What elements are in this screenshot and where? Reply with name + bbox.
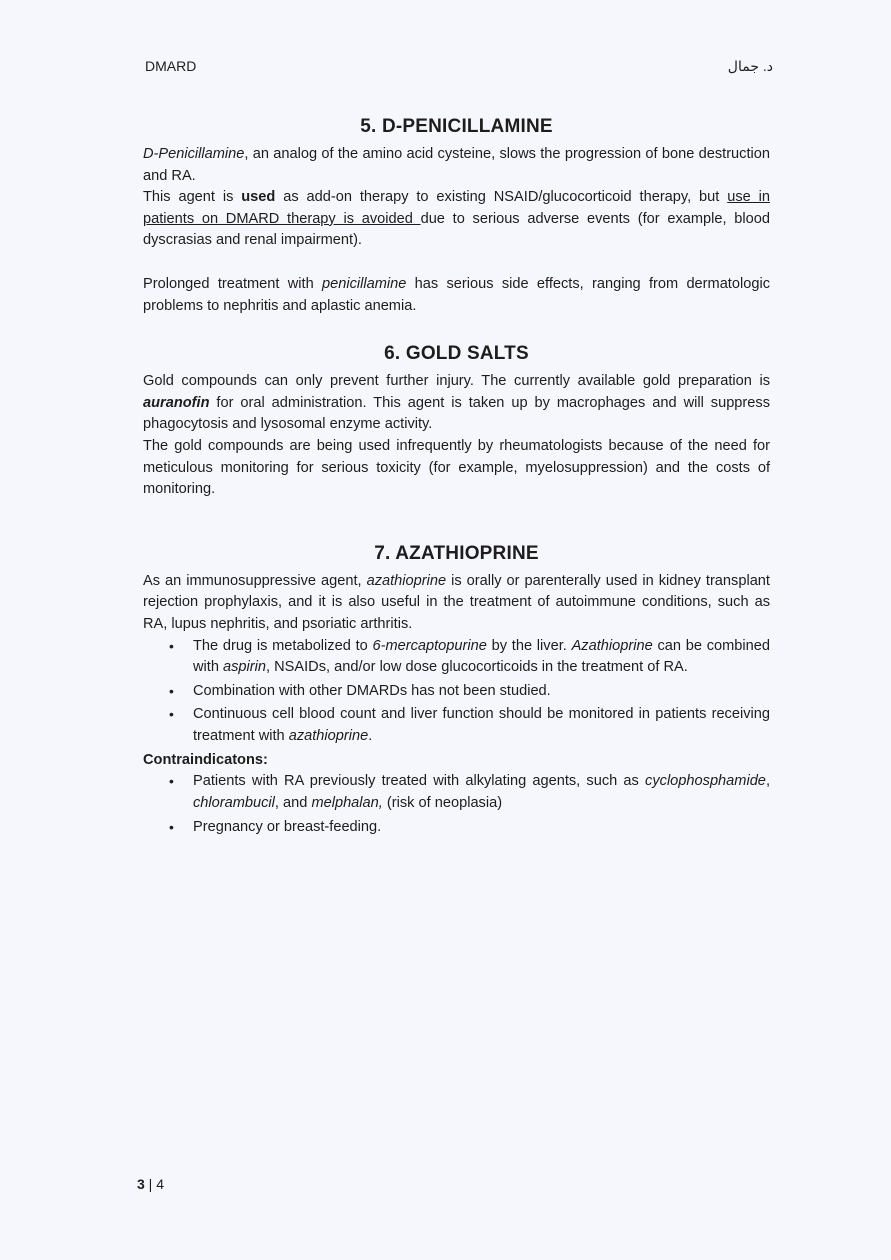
underlined-text: use in patients on DMARD therapy is avoided: [143, 189, 770, 227]
paragraph: The gold compounds are being used infrequently by rheumatologists because of the need for meticulous monitoring for serious toxicity (for example, myelosuppression) and the costs of monitoring.: [143, 437, 770, 498]
contraindications-heading: Contraindicatons:: [143, 752, 268, 769]
drug-name: azathioprine: [366, 572, 447, 589]
drug-name: 6-mercaptopurine: [372, 637, 487, 654]
list-item: • Combination with other DMARDs has not been studied.: [193, 681, 770, 703]
drug-name: aspirin: [223, 659, 267, 676]
bullet-list: [143, 636, 770, 748]
bullet-list: [143, 771, 770, 838]
drug-name: Azathioprine: [571, 637, 653, 654]
section-penicillamine: [143, 116, 770, 317]
section-title: 7. AZATHIOPRINE: [374, 542, 539, 564]
drug-name: azathioprine: [288, 727, 369, 744]
drug-name: melphalan,: [311, 795, 383, 812]
list-item: • Patients with RA previously treated with alkylating agents, such as cyclophosphamide, chlorambucil, and melphalan, (risk of neoplasia): [193, 771, 770, 814]
paragraph: Gold compounds can only prevent further injury. The currently available gold preparation is auranofin for oral administration. This agent is taken up by macrophages and will suppress phagocytosis and lysosomal enzyme activity.: [143, 373, 770, 433]
drug-name: cyclophosphamide: [645, 773, 766, 790]
list-item: • The drug is metabolized to 6-mercaptopurine by the liver. Azathioprine can be combined with aspirin, NSAIDs, and/or low dose glucocorticoids in the treatment of RA.: [193, 636, 770, 679]
section-title: 6. GOLD SALTS: [384, 343, 529, 365]
drug-name: chlorambucil: [193, 795, 275, 812]
section-gold-salts: [143, 343, 770, 501]
paragraph: D-Penicillamine, an analog of the amino acid cysteine, slows the progression of bone destruction and RA.: [143, 146, 770, 184]
header-author: د. جمال: [727, 58, 773, 74]
list-item: • Pregnancy or breast-feeding.: [193, 817, 770, 839]
section-title: 5. D-PENICILLAMINE: [360, 116, 553, 137]
paragraph: As an immunosuppressive agent, azathioprine is orally or parenterally used in kidney transplant rejection prophylaxis, and it is also useful in the treatment of autoimmune conditions, such as RA, lupus nephritis, and psoriatic arthritis.: [143, 572, 770, 632]
paragraph: This agent is used as add-on therapy to existing NSAID/glucocorticoid therapy, but use in patients on DMARD therapy is avoided due to serious adverse events (for example, blood dyscrasias and renal impairment).: [143, 189, 770, 249]
list-item: • Continuous cell blood count and liver function should be monitored in patients receiving treatment with azathioprine.: [193, 704, 770, 747]
paragraph: Prolonged treatment with penicillamine has serious side effects, ranging from dermatologic problems to nephritis and aplastic anemia.: [143, 275, 770, 314]
page-number: 3 | 4: [137, 1176, 165, 1192]
document-body: [143, 116, 770, 840]
drug-name: penicillamine: [322, 275, 407, 292]
drug-name: auranofin: [143, 394, 210, 411]
section-azathioprine: [143, 543, 770, 839]
header-title: DMARD: [145, 58, 197, 74]
drug-name: D-Penicillamine: [143, 146, 245, 162]
emphasis: used: [241, 189, 276, 206]
